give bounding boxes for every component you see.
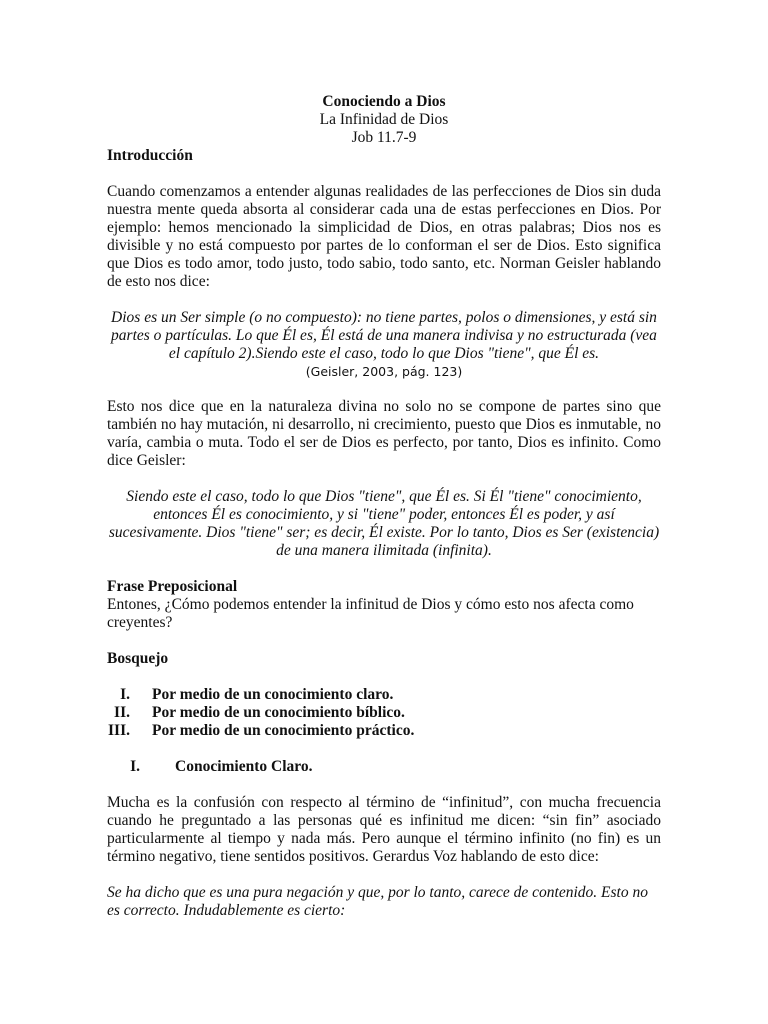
geisler-quote-2: Siendo este el caso, todo lo que Dios "tiene", que Él es. Si Él "tiene" conocimiento, entonces Él es conocimiento, y si "tiene" poder, entonces Él es poder, y así sucesivamente. Dios "tiene" ser; es decir, Él existe. Por lo tanto, Dios es Ser (existencia) de una manera ilimitada (infinita). <box>108 488 660 559</box>
section-title: Conocimiento Claro. <box>175 758 313 775</box>
section-heading <box>107 758 661 776</box>
section-number: I. <box>130 758 140 775</box>
spacer <box>107 776 661 794</box>
outline-item-text: Por medio de un conocimiento práctico. <box>152 722 415 739</box>
scripture-reference: Job 11.7-9 <box>351 129 417 146</box>
spacer <box>107 380 661 398</box>
citation: (Geisler, 2003, pág. 123) <box>305 364 463 379</box>
outline-item <box>107 686 661 704</box>
outline-item-text: Por medio de un conocimiento bíblico. <box>152 704 405 721</box>
proposition-heading: Frase Preposicional <box>107 578 238 595</box>
spacer <box>107 740 661 758</box>
outline-item-number: I. <box>120 686 130 703</box>
document-title: Conociendo a Dios <box>322 93 446 110</box>
spacer <box>107 291 661 309</box>
outline-item-number: III. <box>108 722 130 739</box>
spacer <box>107 632 661 650</box>
outline-heading: Bosquejo <box>107 650 169 667</box>
document-page <box>107 93 661 920</box>
intro-paragraph-2: Esto nos dice que en la naturaleza divina no solo no se compone de partes sino que también no hay mutación, ni desarrollo, ni crecimiento, puesto que Dios es inmutable, no varía, cambia o muta. Todo el ser de Dios es perfecto, por tanto, Dios es infinito. Como dice Geisler: <box>107 398 661 469</box>
section-paragraph: Mucha es la confusión con respecto al término de “infinitud”, con mucha frecuencia cuando he preguntado a las personas qué es infinitud me dicen: “sin fin” asociado particularmente al tiempo y nada más. Pero aunque el término infinito (no fin) es un término negativo, tiene sentidos positivos. Gerardus Voz hablando de esto dice: <box>107 794 661 865</box>
outline-item-text: Por medio de un conocimiento claro. <box>152 686 394 703</box>
spacer <box>107 560 661 578</box>
proposition-text: Entones, ¿Cómo podemos entender la infinitud de Dios y cómo esto nos afecta como creyentes? <box>107 596 634 631</box>
spacer <box>107 470 661 488</box>
geisler-quote-1: Dios es un Ser simple (o no compuesto): no tiene partes, polos o dimensiones, y está sin partes o partículas. Lo que Él es, Él está de una manera indivisa y no estructurada (vea el capítulo 2).Siendo este el caso, todo lo que Dios "tiene", que Él es. <box>111 309 657 362</box>
outline-item-number: II. <box>114 704 130 721</box>
outline-list <box>107 686 661 740</box>
intro-paragraph: Cuando comenzamos a entender algunas realidades de las perfecciones de Dios sin duda nuestra mente queda absorta al considerar cada una de estas perfecciones en Dios. Por ejemplo: hemos mencionado la simplicidad de Dios, en otras palabras; Dios nos es divisible y no está compuesto por partes de lo conforman el ser de Dios. Esto significa que Dios es todo amor, todo justo, todo sabio, todo santo, etc. Norman Geisler hablando de esto nos dice: <box>107 183 661 290</box>
spacer <box>107 165 661 183</box>
spacer <box>107 866 661 884</box>
spacer <box>107 668 661 686</box>
vos-quote: Se ha dicho que es una pura negación y que, por lo tanto, carece de contenido. Esto no es correcto. Indudablemente es cierto: <box>107 884 648 919</box>
intro-heading: Introducción <box>107 147 193 164</box>
outline-item <box>107 704 661 722</box>
outline-item <box>107 722 661 740</box>
document-subtitle: La Infinidad de Dios <box>319 111 449 128</box>
